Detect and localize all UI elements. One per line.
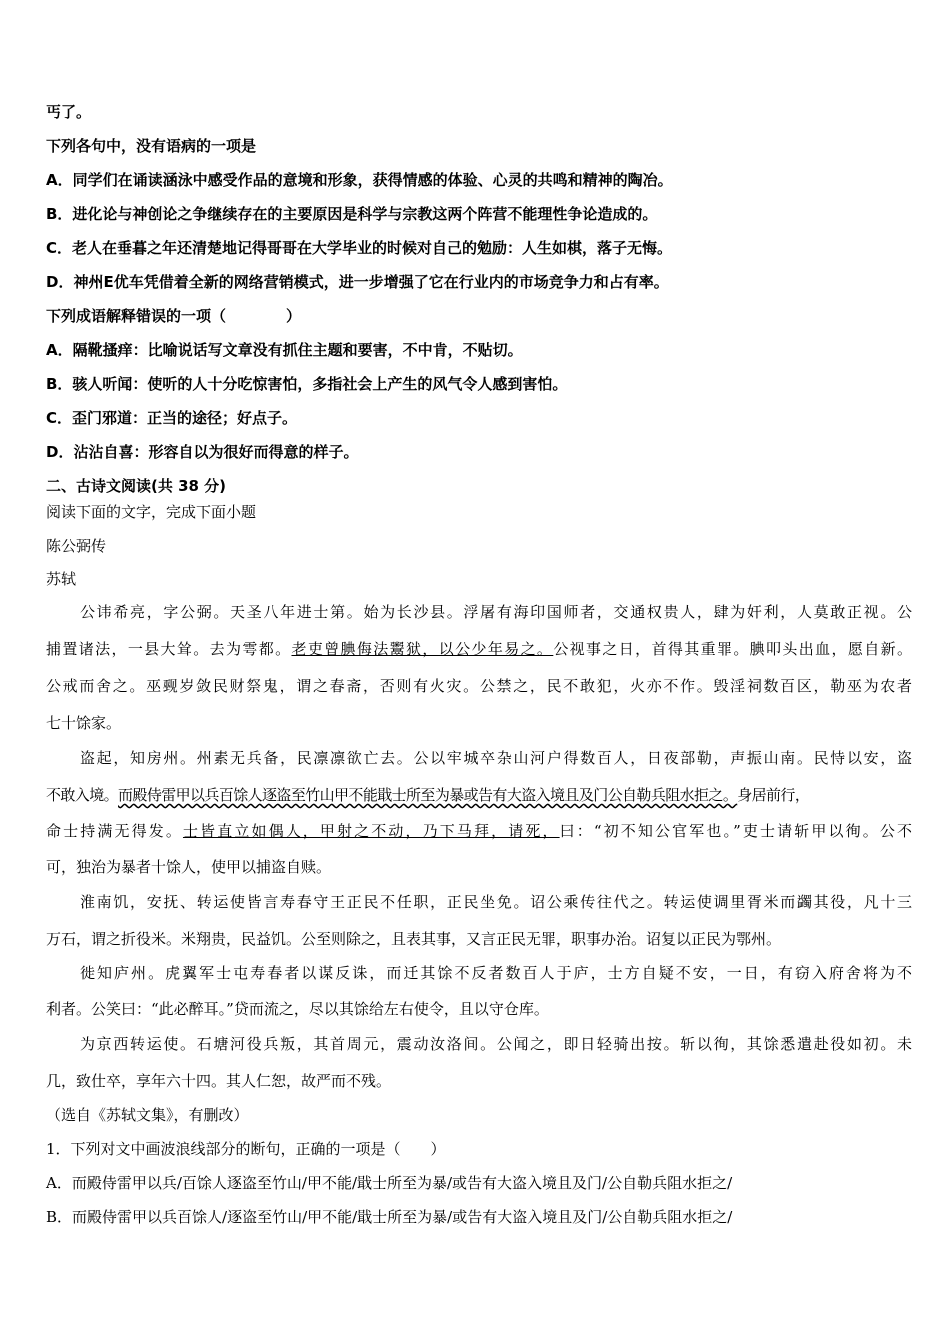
sick-sentence-stem: 下列各句中，没有语病的一项是: [46, 137, 257, 155]
passage-p2-line1: 盗起，知房州。州素无兵备，民凛凛欲亡去。公以牢城卒杂山河户得数百人，日夜部勒，声振山南。民恃以安，盗: [80, 749, 912, 767]
prev-question-ending: 丐了。: [46, 103, 92, 121]
passage-p2-line2: [46, 785, 809, 805]
passage-title: 陈公弼传: [46, 537, 107, 555]
passage-p4-line1: 徙知庐州。虎翼军士屯寿春者以谋反诛，而迁其馀不反者数百人于庐，士方自疑不安，一日，有窃入府舍将为不: [80, 964, 912, 982]
sick-option-d: D．神州E优车凭借着全新的网络营销模式，进一步增强了它在行业内的市场竞争力和占有率。: [46, 273, 669, 291]
passage-p5-line2: 几，致仕卒，享年六十四。其人仁恕，故严而不残。: [46, 1072, 392, 1090]
idiom-option-a: A．隔靴搔痒：比喻说话写文章没有抓住主题和要害，不中肯，不贴切。: [46, 341, 523, 359]
passage-author: 苏轼: [46, 570, 77, 588]
underlined-sentence: 老吏曾腆侮法鬻狱，以公少年易之。: [291, 640, 554, 658]
question-1-stem: 1．下列对文中画波浪线部分的断句，正确的一项是（ ）: [46, 1140, 446, 1158]
idiom-option-d: D．沾沾自喜：形容自以为很好而得意的样子。: [46, 443, 359, 461]
passage-text: 捕置诸法，一县大耸。去为雩都。: [46, 640, 292, 658]
idiom-stem: 下列成语解释错误的一项（ ）: [46, 307, 302, 325]
sick-option-a: A．同学们在诵读涵泳中感受作品的意境和形象，获得情感的体验、心灵的共鸣和精神的陶冶。: [46, 171, 673, 189]
passage-p3-line2: 万石，谓之折役米。米翔贵，民益饥。公至则除之，且表其事，又言正民无罪，职事办治。诏复以正民为鄂州。: [46, 930, 782, 948]
passage-p1-line3: 公戒而舍之。巫觋岁敛民财祭鬼，谓之春斋，否则有火灾。公禁之，民不敢犯，火亦不作。毁淫祠数百区，勒巫为农者: [46, 677, 912, 695]
passage-p2-line4: 可，独治为暴者十馀人，使甲以捕盗自赎。: [46, 858, 332, 876]
passage-p4-line2: 利者。公笑曰：“此必醉耳。”贷而流之，尽以其馀给左右使令，且以守仓库。: [46, 1000, 549, 1018]
section-heading: 二、古诗文阅读(共 38 分): [46, 477, 227, 495]
idiom-option-c: C．歪门邪道：正当的途径；好点子。: [46, 409, 298, 427]
passage-p1-line2: [46, 639, 912, 659]
question-1-option-a: A．而殿侍雷甲以兵/百馀人逐盗至竹山/甲不能/戢士所至为暴/或告有大盗入境且及门/公自勒兵阻水拒之/: [46, 1174, 733, 1192]
passage-text: 曰：“初不知公官军也。”吏士请斩甲以徇。公不: [559, 822, 912, 840]
passage-text: 身居前行，: [737, 786, 810, 804]
wavy-underlined-sentence: 而殿侍雷甲以兵百馀人逐盗至竹山甲不能戢士所至为暴或告有大盗入境且及门公自勒兵阻水拒之。: [118, 786, 738, 804]
passage-p5-line1: 为京西转运使。石塘河役兵叛，其首周元，震动汝洛间。公闻之，即日轻骑出按。斩以徇，其馀悉遣赴役如初。未: [80, 1035, 912, 1053]
underlined-sentence: 士皆直立如偶人，甲射之不动，乃下马拜，请死，: [182, 822, 560, 840]
passage-text: 公视事之日，首得其重罪。腆叩头出血，愿自新。: [553, 640, 912, 658]
passage-p1-line1: 公讳希亮，字公弼。天圣八年进士第。始为长沙县。浮屠有海印国师者，交通权贵人，肆为奸利，人莫敢正视。公: [80, 603, 912, 621]
question-1-option-b: B．而殿侍雷甲以兵百馀人/逐盗至竹山/甲不能/戢士所至为暴/或告有大盗入境且及门/公自勒兵阻水拒之/: [46, 1208, 733, 1226]
passage-source: （选自《苏轼文集》，有删改）: [46, 1106, 249, 1124]
passage-text: 命士持满无得发。: [46, 822, 183, 840]
idiom-option-b: B．骇人听闻：使听的人十分吃惊害怕，多指社会上产生的风气令人感到害怕。: [46, 375, 568, 393]
passage-p3-line1: 淮南饥，安抚、转运使皆言寿春守王正民不任职，正民坐免。诏公乘传往代之。转运使调里胥米而蠲其役，凡十三: [80, 893, 912, 911]
sick-option-c: C．老人在垂暮之年还清楚地记得哥哥在大学毕业的时候对自己的勉励：人生如棋，落子无悔。: [46, 239, 673, 257]
passage-p2-line3: [46, 821, 912, 841]
sick-option-b: B．进化论与神创论之争继续存在的主要原因是科学与宗教这两个阵营不能理性争论造成的。: [46, 205, 658, 223]
passage-text: 不敢入境。: [46, 786, 119, 804]
reading-instruction: 阅读下面的文字，完成下面小题: [46, 503, 257, 521]
passage-p1-line4: 七十馀家。: [46, 714, 122, 732]
